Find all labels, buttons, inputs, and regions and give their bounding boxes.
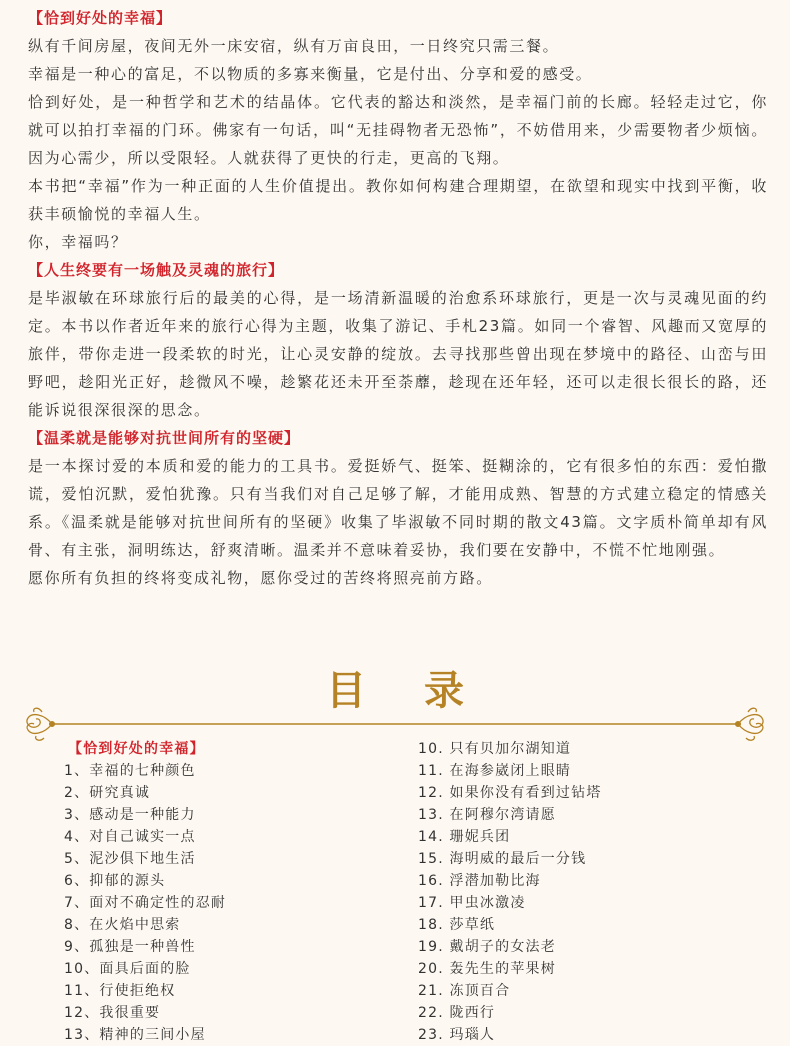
toc-item: 15. 海明威的最后一分钱 — [418, 851, 587, 867]
paragraph: 是一本探讨爱的本质和爱的能力的工具书。爱挺娇气、挺笨、挺糊涂的，它有很多怕的东西：爱怕撒谎，爱怕沉默，爱怕犹豫。只有当我们对自己足够了解，才能用成熟、智慧的方式建立稳定的情感关系。《温柔就是能够对抗世间所有的坚硬》收集了毕淑敏不同时期的散文43篇。文字质朴简单却有风骨、有主张，洞明练达，舒爽清晰。温柔并不意味着妥协，我们要在安静中，不慌不忙地刚强。 — [28, 457, 768, 559]
toc-item: 8、在火焰中思索 — [64, 917, 181, 933]
toc-item: 4、对自己诚实一点 — [64, 829, 196, 845]
toc-item: 18. 莎草纸 — [418, 917, 496, 933]
toc-item: 23. 玛瑙人 — [418, 1027, 496, 1043]
paragraph: 你，幸福吗？ — [28, 233, 128, 251]
toc-item: 10. 只有贝加尔湖知道 — [418, 741, 572, 757]
toc-item: 11. 在海参崴闭上眼睛 — [418, 763, 572, 779]
toc-item: 22. 陇西行 — [418, 1005, 496, 1021]
toc-item: 2、研究真诚 — [64, 785, 151, 801]
toc-title: 目 录 — [326, 667, 486, 714]
toc-item: 1、幸福的七种颜色 — [64, 763, 196, 779]
paragraph: 幸福是一种心的富足，不以物质的多寡来衡量，它是付出、分享和爱的感受。 — [28, 65, 593, 83]
toc-item: 20. 轰先生的苹果树 — [418, 961, 556, 977]
paragraph: 是毕淑敏在环球旅行后的最美的心得，是一场清新温暖的治愈系环球旅行，更是一次与灵魂见面的约定。本书以作者近年来的旅行心得为主题，收集了游记、手札23篇。如同一个睿智、风趣而又宽厚的旅伴，带你走进一段柔软的时光，让心灵安静的绽放。去寻找那些曾出现在梦境中的路径、山峦与田野吧，趁阳光正好，趁微风不噪，趁繁花还未开至荼蘼，趁现在还年轻，还可以走很长很长的路，还能诉说很深很深的思念。 — [28, 289, 768, 419]
toc-item: 9、孤独是一种兽性 — [64, 939, 196, 955]
section-title-happiness: 【恰到好处的幸福】 — [28, 9, 173, 27]
intro-section — [28, 4, 768, 592]
toc-item: 13、精神的三间小屋 — [64, 1027, 206, 1043]
toc-item: 12. 如果你没有看到过钻塔 — [418, 785, 602, 801]
paragraph: 纵有千间房屋，夜间无外一床安宿，纵有万亩良田，一日终究只需三餐。 — [28, 37, 560, 55]
toc-item: 6、抑郁的源头 — [64, 873, 166, 889]
toc-item: 12、我很重要 — [64, 1005, 161, 1021]
toc-item: 13. 在阿穆尔湾请愿 — [418, 807, 556, 823]
section-title-travel: 【人生终要有一场触及灵魂的旅行】 — [28, 261, 285, 279]
toc-item: 11、行使拒绝权 — [64, 983, 176, 999]
toc-item: 16. 浮潜加勒比海 — [418, 873, 541, 889]
toc-heading: 【恰到好处的幸福】 — [68, 741, 205, 757]
toc-item: 10、面具后面的脸 — [64, 961, 191, 977]
toc-item: 3、感动是一种能力 — [64, 807, 196, 823]
toc-item: 17. 甲虫冰激凌 — [418, 895, 526, 911]
toc-item: 5、泥沙俱下地生活 — [64, 851, 196, 867]
paragraph: 本书把“幸福”作为一种正面的人生价值提出。教你如何构建合理期望，在欲望和现实中找到平衡，收获丰硕愉悦的幸福人生。 — [28, 177, 768, 223]
toc-item: 14. 珊妮兵团 — [418, 829, 511, 845]
section-title-tenderness: 【温柔就是能够对抗世间所有的坚硬】 — [28, 429, 301, 447]
toc-item: 21. 冻顶百合 — [418, 983, 511, 999]
toc-right-column — [418, 738, 602, 1046]
toc-item: 19. 戴胡子的女法老 — [418, 939, 556, 955]
toc-left-column — [64, 738, 226, 1046]
paragraph: 愿你所有负担的终将变成礼物，愿你受过的苦终将照亮前方路。 — [28, 569, 493, 587]
paragraph: 恰到好处，是一种哲学和艺术的结晶体。它代表的豁达和淡然，是幸福门前的长廊。轻轻走过它，你就可以拍打幸福的门环。佛家有一句话，叫“无挂碍物者无恐怖”，不妨借用来，少需要物者少烦恼。因为心需少，所以受限轻。人就获得了更快的行走，更高的飞翔。 — [28, 93, 768, 167]
toc-item: 7、面对不确定性的忍耐 — [64, 895, 227, 911]
